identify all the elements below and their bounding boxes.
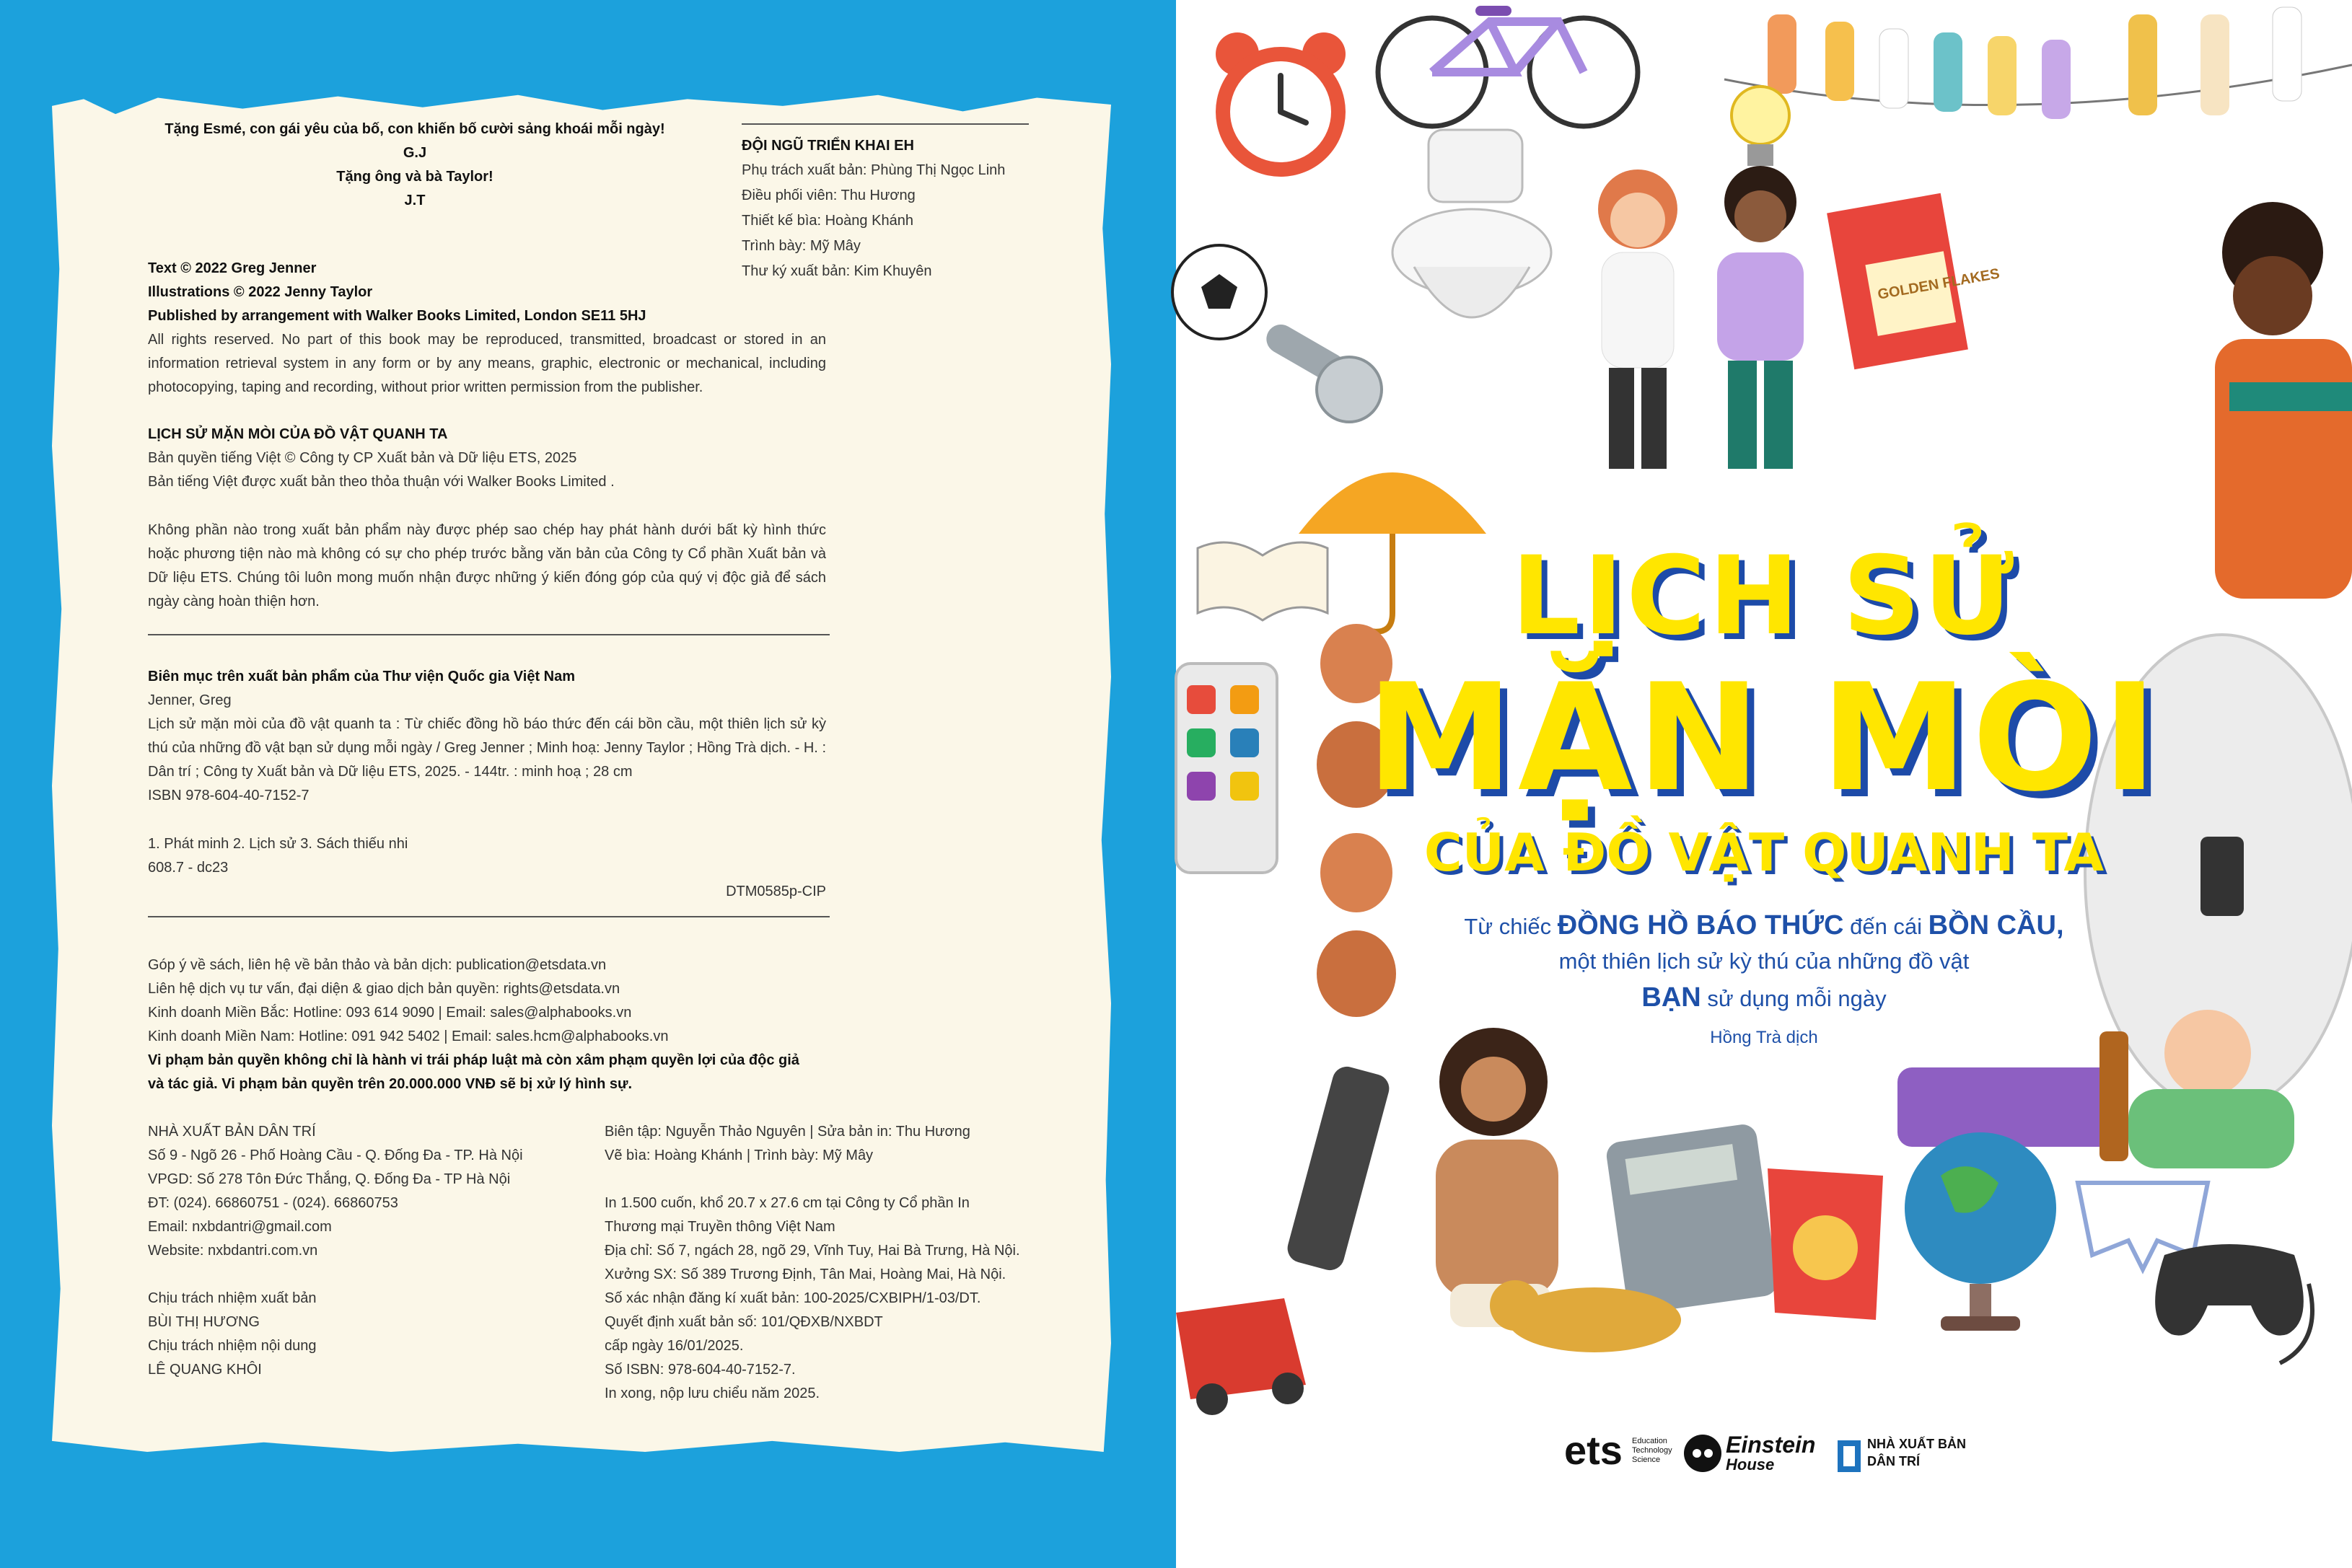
production-line: Số ISBN: 978-604-40-7152-7. [605,1362,796,1378]
alarm-clock-illustration [1205,22,1356,188]
publisher-line: BÙI THỊ HƯƠNG [148,1314,260,1330]
production-line: Vẽ bìa: Hoàng Khánh | Trình bày: Mỹ Mây [605,1148,874,1163]
subtitle-emphasis: BẠN [1641,982,1701,1013]
house-logo: House [1726,1455,1775,1474]
team-heading: ĐỘI NGŨ TRIỂN KHAI EH [742,138,914,154]
nxb-line-2: DÂN TRÍ [1867,1454,1920,1468]
publisher-line: ĐT: (024). 66860751 - (024). 66860753 [148,1195,398,1211]
production-line: Số xác nhận đăng kí xuất bản: 100-2025/CXBIPH/1-03/DT. [605,1290,981,1306]
nxb-line-1: NHÀ XUẤT BẢN [1867,1437,1966,1451]
subtitle-line-2: một thiên lịch sử kỳ thú của những đồ vật [1558,948,1970,974]
cip-body: Lịch sử mặn mòi của đồ vật quanh ta : Từ chiếc đồng hồ báo thức đến cái bồn cầu, một thiên lịch sử kỳ thú của những đồ vật bạn sử dụng mỗi ngày / Greg Jenner ; Minh hoạ: Jenny Taylor ; Hồng Trà dịch. - H. : Dân trí ; Công ty Xuất bản và Dữ liệu ETS, 2025. - 144tr. : minh hoạ ; 28 cm [148,716,826,780]
cip-subjects: 1. Phát minh 2. Lịch sử 3. Sách thiếu nhi [148,836,408,852]
toilet-illustration [1385,130,1558,346]
cip-code: DTM0585p-CIP [726,884,826,899]
cip-isbn: ISBN 978-604-40-7152-7 [148,788,310,803]
divider [148,916,830,917]
cip-author: Jenner, Greg [148,692,232,708]
notice: Không phần nào trong xuất bản phẩm này được phép sao chép hay phát hành dưới bất kỳ hình thức hoặc phương tiện nào mà không có sự cho phép trước bằng văn bản của Công ty Cổ phần Xuất bản và Dữ liệu ETS. Chúng tôi luôn mong muốn nhận được những ý kiến đóng góp của quý vị độc giả để sách ngày càng hoàn thiện hơn. [148,522,826,609]
dantri-logo-icon [1836,1439,1862,1474]
cover-page [1176,0,2352,1568]
publisher-line: NHÀ XUẤT BẢN DÂN TRÍ [148,1124,316,1140]
copyright-warning: và tác giả. Vi phạm bản quyền trên 20.000.000 VNĐ sẽ bị xử lý hình sự. [148,1076,633,1092]
publisher-line: LÊ QUANG KHÔI [148,1362,262,1378]
vn-copyright-2: Bản tiếng Việt được xuất bản theo thỏa thuận với Walker Books Limited . [148,474,615,490]
publisher-line: Website: nxbdantri.com.vn [148,1243,318,1259]
title-line-1: LỊCH SỬ [1511,534,2017,659]
team-line: Thiết kế bìa: Hoàng Khánh [742,213,913,229]
cereal-box-illustration [1825,188,2001,375]
divider [148,634,830,635]
production-line: cấp ngày 16/01/2025. [605,1338,744,1354]
subtitle-line-1 [1176,910,2352,941]
subtitle-emphasis: BỒN CẦU, [1928,910,2064,941]
subtitle-line-3 [1176,982,2352,1013]
einstein-face-icon [1681,1432,1724,1475]
dedication-1: Tặng Esmé, con gái yêu của bố, con khiến bố cười sảng khoái mỗi ngày! [164,121,665,137]
publisher-line: VPGD: Số 278 Tôn Đức Thắng, Q. Đống Đa - TP Hà Nội [148,1171,511,1187]
production-line: Địa chỉ: Số 7, ngách 28, ngõ 29, Vĩnh Tuy, Hai Bà Trưng, Hà Nội. [605,1243,1020,1259]
globe-illustration [1897,1125,2063,1342]
production-line: Biên tập: Nguyễn Thảo Nguyên | Sửa bản in: Thu Hương [605,1124,970,1140]
production-line: Thương mại Truyền thông Việt Nam [605,1219,835,1235]
team-line: Trình bày: Mỹ Mây [742,238,861,254]
subtitle-text: Từ chiếc [1464,914,1558,939]
contact-line: Kinh doanh Miền Bắc: Hotline: 093 614 9090 | Email: sales@alphabooks.vn [148,1005,632,1021]
divider [742,123,1029,125]
cip-heading: Biên mục trên xuất bản phẩm của Thư viện Quốc gia Việt Nam [148,669,576,684]
cereal-label: GOLDEN FLAKES [1876,265,2001,303]
contact-line: Liên hệ dịch vụ tư vấn, đại diện & giao dịch bản quyền: rights@etsdata.vn [148,981,620,997]
remote-control-illustration [1299,1060,1378,1277]
production-line: In 1.500 cuốn, khổ 20.7 x 27.6 cm tại Công ty Cổ phần In [605,1195,970,1211]
kids-illustration [1558,151,1840,483]
publisher-line: Chịu trách nhiệm nội dung [148,1338,317,1354]
copyright-warning: Vi phạm bản quyền không chỉ là hành vi trái pháp luật mà còn xâm phạm quyền lợi của độc giả [148,1052,799,1068]
production-line: Quyết định xuất bản số: 101/QĐXB/NXBDT [605,1314,883,1330]
title-line-3: CỦA ĐỒ VẬT QUANH TA [1423,822,2105,883]
contact-line: Góp ý về sách, liên hệ về bản thảo và bản dịch: publication@etsdata.vn [148,957,607,973]
einstein-logo: Einstein [1726,1432,1816,1458]
production-line: In xong, nộp lưu chiểu năm 2025. [605,1386,820,1401]
vn-title: LỊCH SỬ MẶN MÒI CỦA ĐỒ VẬT QUANH TA [148,426,448,442]
bicycle-illustration [1371,0,1645,137]
subtitle-text: đến cái [1843,914,1928,939]
chips-bag-illustration [1753,1154,1897,1334]
subtitle-text: sử dụng mỗi ngày [1701,986,1887,1011]
dog-illustration [1486,1255,1688,1370]
credit-text: Text © 2022 Greg Jenner [148,260,317,276]
cip-class: 608.7 - dc23 [148,860,229,876]
team-line: Điều phối viên: Thu Hương [742,188,916,203]
publisher-line: Số 9 - Ngõ 26 - Phố Hoàng Cầu - Q. Đống Đa - TP. Hà Nội [148,1148,523,1163]
translator-credit: Hồng Trà dịch [1710,1028,1818,1047]
dedication-3: Tặng ông và bà Taylor! [336,169,493,185]
credit-published: Published by arrangement with Walker Books Limited, London SE11 5HJ [148,308,646,324]
ets-tagline: Education Technology Science [1632,1437,1672,1464]
car-illustration [1162,1255,1328,1421]
team-line: Thư ký xuất bản: Kim Khuyên [742,263,932,279]
subtitle-emphasis: ĐỒNG HỒ BÁO THỨC [1557,910,1844,941]
title-line-2: MẶN MÒI [1366,653,2162,824]
dedication-2: G.J [403,145,427,161]
contact-line: Kinh doanh Miền Nam: Hotline: 091 942 5402 | Email: sales.hcm@alphabooks.vn [148,1029,669,1044]
vn-copyright-1: Bản quyền tiếng Việt © Công ty CP Xuất bản và Dữ liệu ETS, 2025 [148,450,577,466]
team-line: Phụ trách xuất bản: Phùng Thị Ngọc Linh [742,162,1006,178]
ets-logo: ets [1564,1427,1623,1473]
credit-illustrations: Illustrations © 2022 Jenny Taylor [148,284,373,300]
dedication-4: J.T [404,193,426,208]
game-controller-illustration [2136,1226,2323,1370]
production-line: Xưởng SX: Số 389 Trương Định, Tân Mai, Hoàng Mai, Hà Nội. [605,1267,1006,1282]
publisher-line: Chịu trách nhiệm xuất bản [148,1290,317,1306]
publisher-line: Email: nxbdantri@gmail.com [148,1219,332,1235]
rights-statement: All rights reserved. No part of this book may be reproduced, transmitted, broadcast or stored in an information retrieval system in any form or by any means, graphic, electronic or mechanical, including photocopying, taping and recording, without prior written permission from the publisher. [148,332,826,395]
